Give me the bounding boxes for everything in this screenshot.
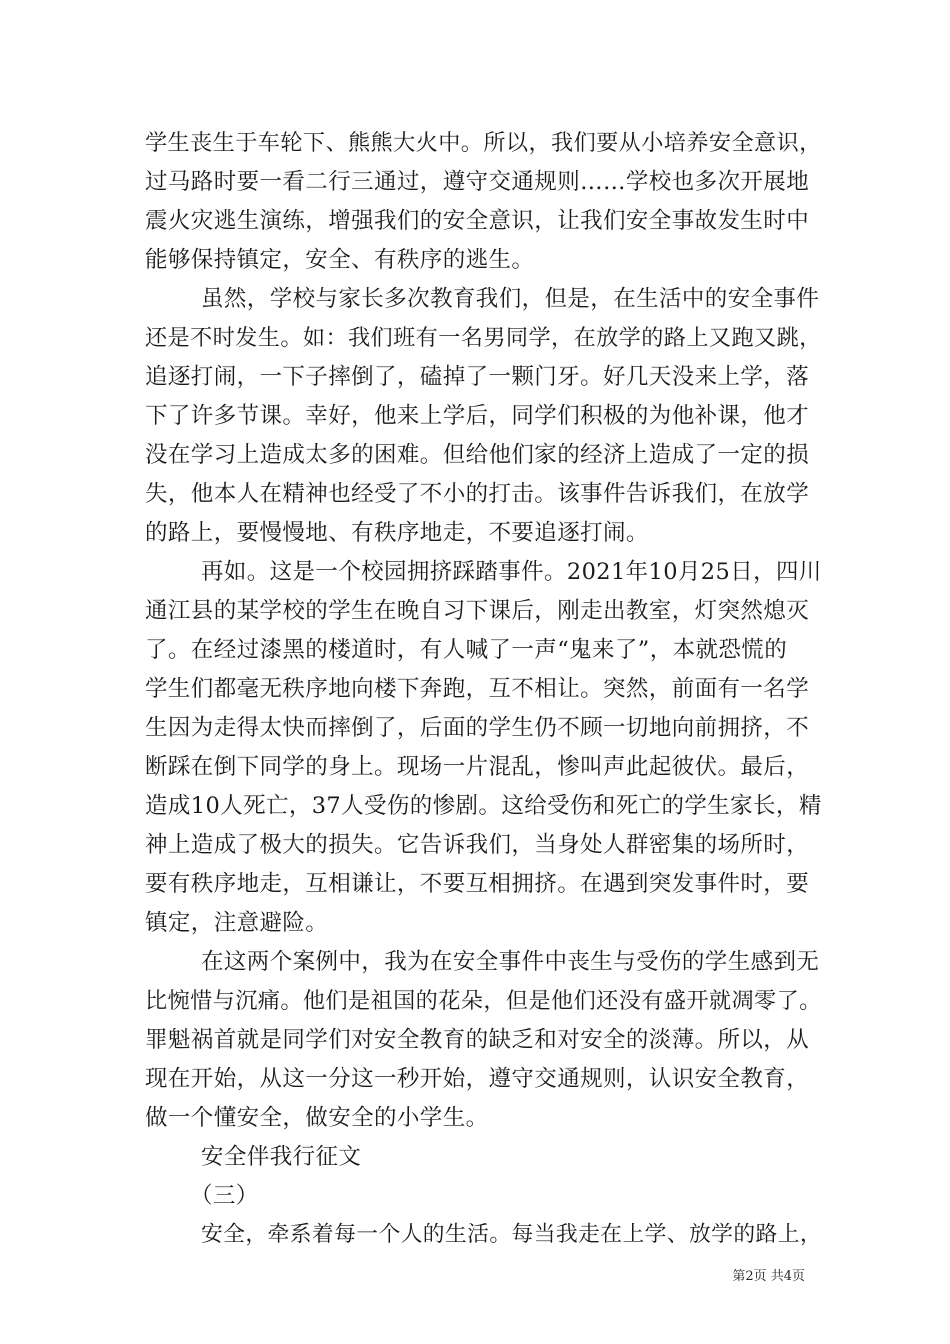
- text-line: 失，他本人在精神也经受了不小的打击。该事件告诉我们，在放学: [145, 481, 810, 507]
- text-line: 造成10人死亡，37人受伤的惨剧。这给受伤和死亡的学生家长，精: [145, 793, 822, 819]
- text-line: 虽然，学校与家长多次教育我们，但是，在生活中的安全事件: [201, 286, 820, 312]
- text-line: 再如。这是一个校园拥挤踩踏事件。2021年10月25日，四川: [201, 559, 822, 585]
- text-line: 过马路时要一看二行三通过，遵守交通规则……学校也多次开展地: [145, 169, 810, 195]
- text-line: 震火灾逃生演练，增强我们的安全意识，让我们安全事故发生时中: [145, 208, 810, 234]
- text-line: 断踩在倒下同学的身上。现场一片混乱，惨叫声此起彼伏。最后，: [145, 754, 810, 780]
- text-line: 学生丧生于车轮下、熊熊大火中。所以，我们要从小培养安全意识，: [145, 130, 822, 156]
- text-line: 能够保持镇定，安全、有秩序的逃生。: [145, 247, 535, 273]
- text-line: 生因为走得太快而摔倒了，后面的学生仍不顾一切地向前拥挤，不: [145, 715, 810, 741]
- text-line: 现在开始，从这一分这一秒开始，遵守交通规则，认识安全教育，: [145, 1066, 810, 1092]
- text-line: 还是不时发生。如：我们班有一名男同学，在放学的路上又跑又跳，: [145, 325, 822, 351]
- text-line: 通江县的某学校的学生在晚自习下课后，刚走出教室，灯突然熄灭: [145, 598, 810, 624]
- text-line: 神上造成了极大的损失。它告诉我们，当身处人群密集的场所时，: [145, 832, 810, 858]
- text-line: 学生们都毫无秩序地向楼下奔跑，互不相让。突然，前面有一名学: [145, 676, 810, 702]
- text-line: 了。在经过漆黑的楼道时，有人喊了一声“鬼来了”，本就恐慌的: [145, 637, 788, 663]
- section-number: （三）: [190, 1183, 259, 1209]
- text-line: 安全，牵系着每一个人的生活。每当我走在上学、放学的路上，: [201, 1222, 823, 1247]
- text-line: 镇定，注意避险。: [145, 910, 329, 936]
- text-line: 下了许多节课。幸好，他来上学后，同学们积极的为他补课，他才: [145, 403, 810, 429]
- text-line: 要有秩序地走，互相谦让，不要互相拥挤。在遇到突发事件时，要: [145, 871, 810, 897]
- text-line: 没在学习上造成太多的困难。但给他们家的经济上造成了一定的损: [145, 442, 810, 468]
- text-line: 在这两个案例中，我为在安全事件中丧生与受伤的学生感到无: [201, 949, 820, 975]
- section-title: 安全伴我行征文: [201, 1144, 362, 1170]
- text-line: 追逐打闹，一下子摔倒了，磕掉了一颗门牙。好几天没来上学，落: [145, 364, 810, 390]
- text-line: 的路上，要慢慢地、有秩序地走，不要追逐打闹。: [145, 520, 649, 546]
- page-number-footer: 第2页 共4页: [732, 1269, 805, 1284]
- text-line: 罪魁祸首就是同学们对安全教育的缺乏和对安全的淡薄。所以，从: [145, 1027, 810, 1053]
- text-line: 做一个懂安全，做安全的小学生。: [145, 1105, 489, 1131]
- text-line: 比惋惜与沉痛。他们是祖国的花朵，但是他们还没有盛开就凋零了。: [145, 988, 822, 1014]
